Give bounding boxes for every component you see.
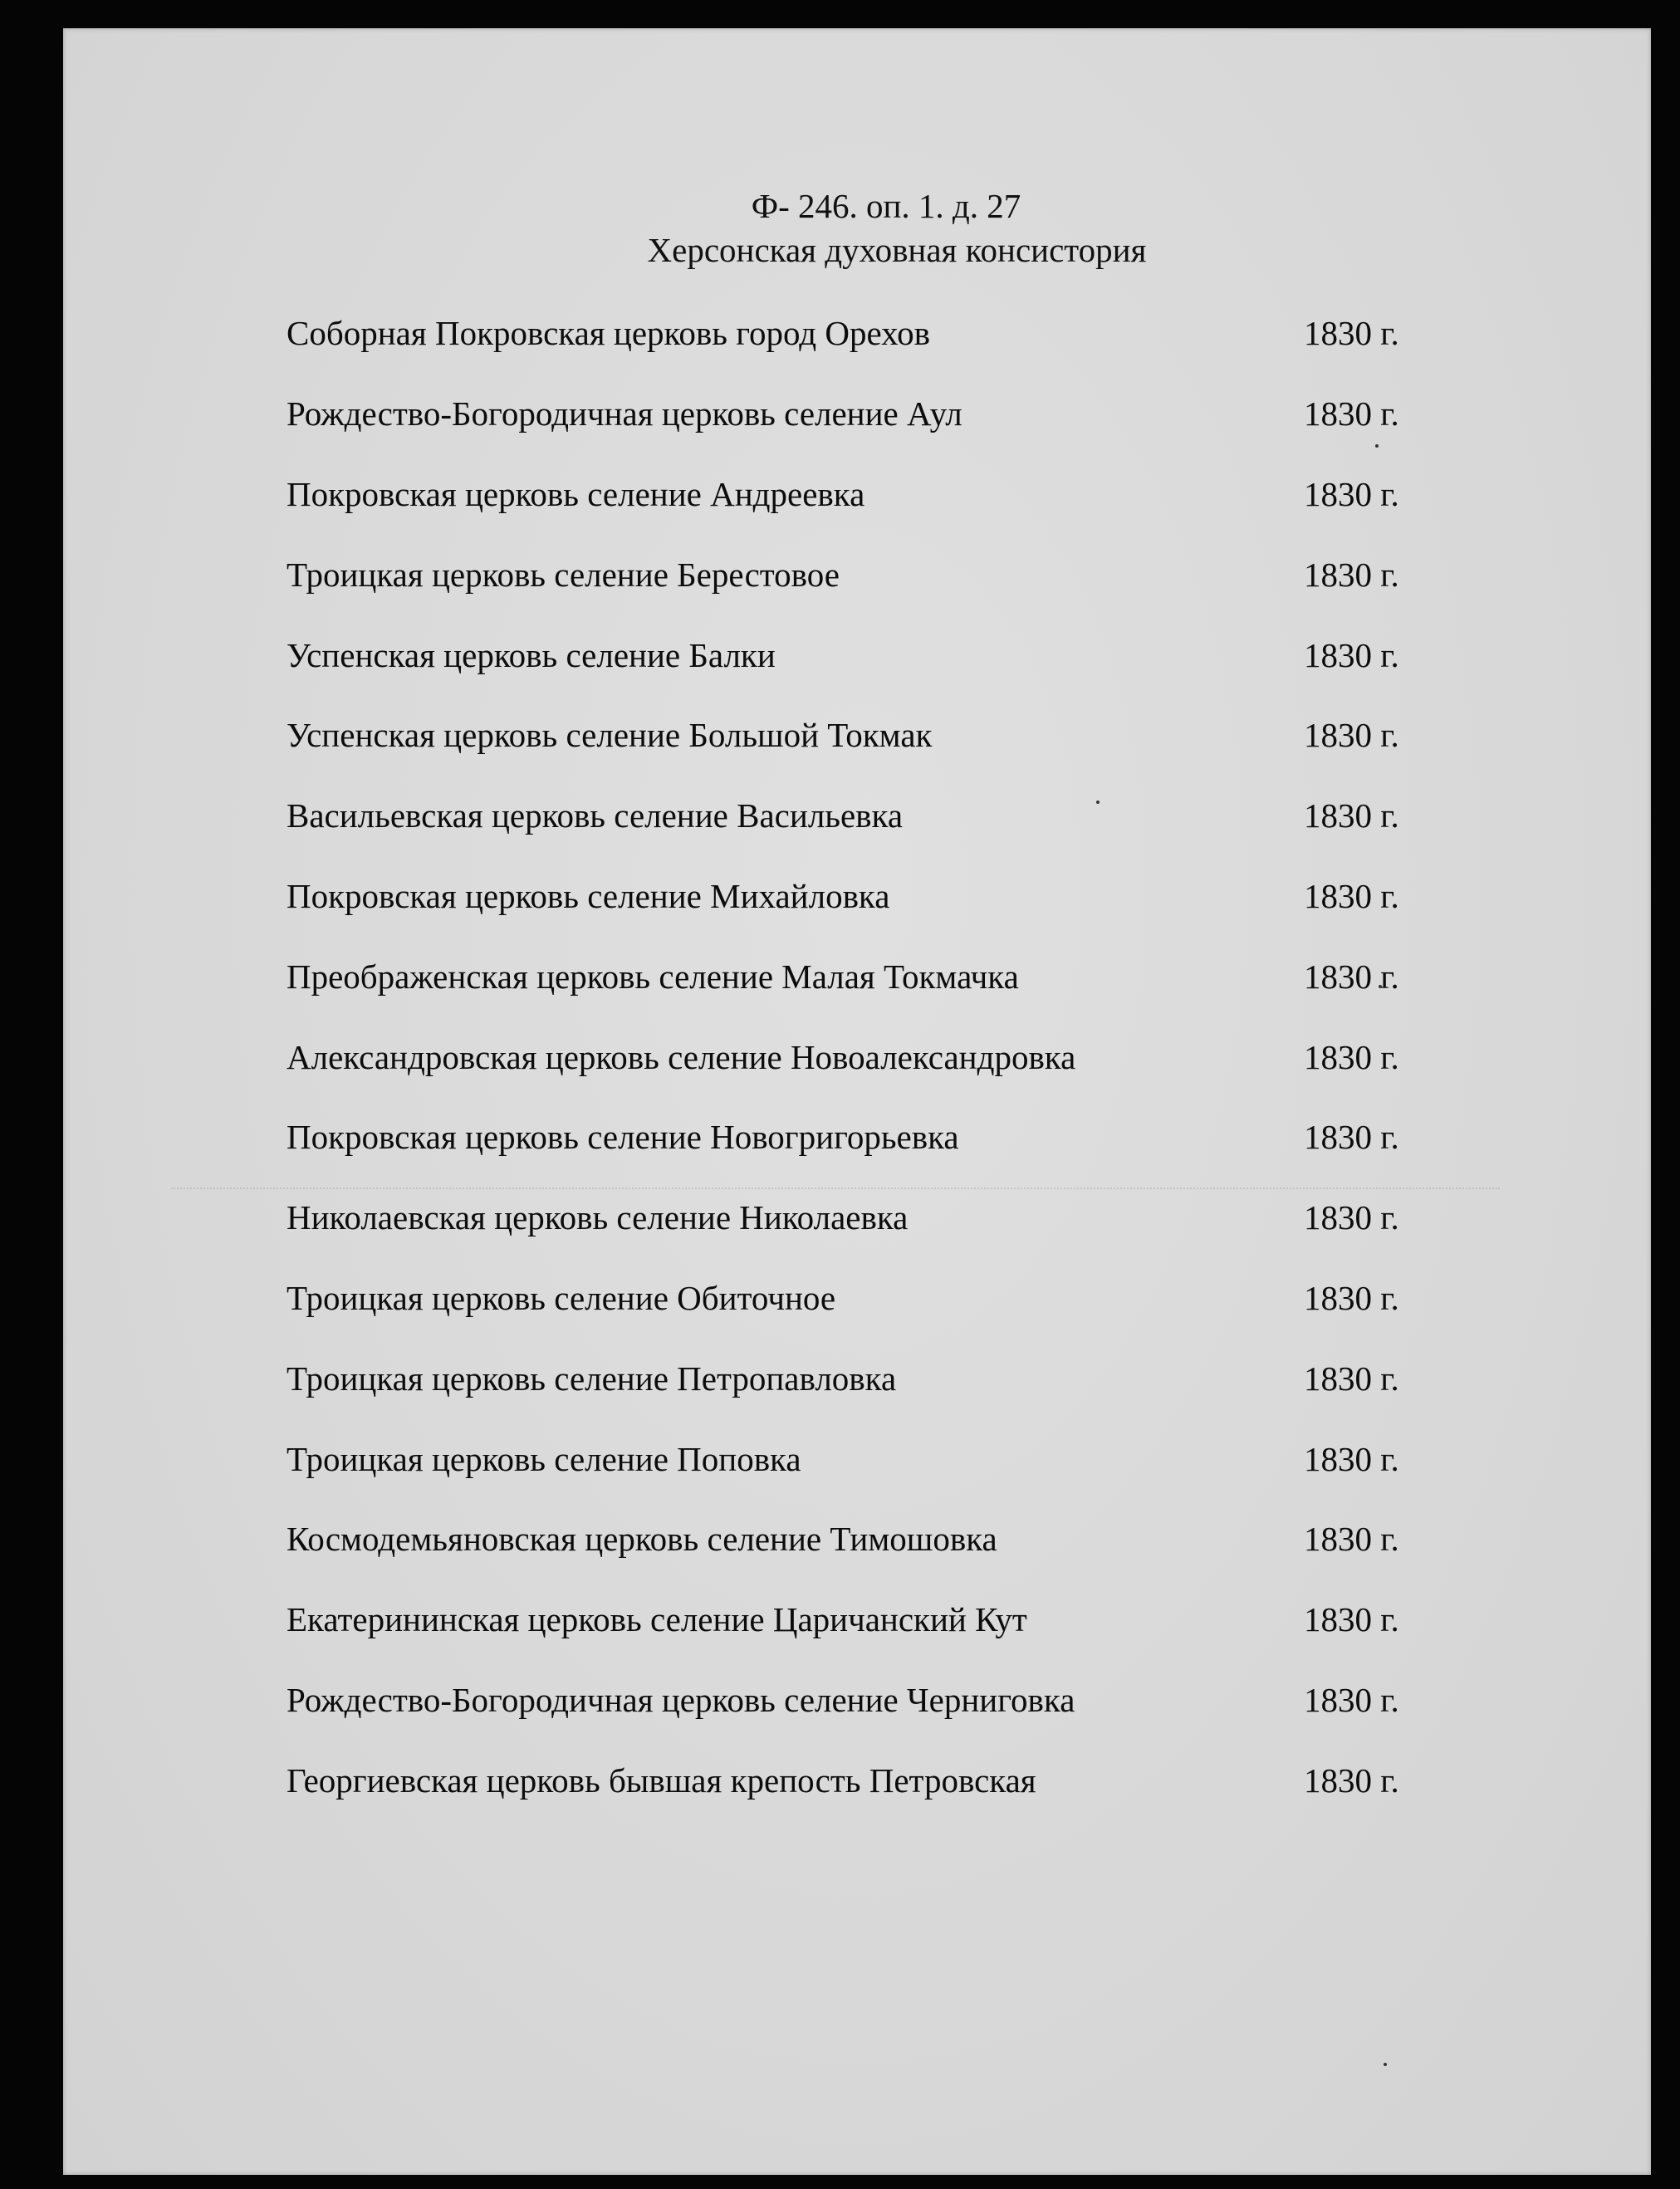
- list-item: [287, 1740, 1424, 1820]
- scan-speck: [1384, 2063, 1387, 2066]
- entry-year: 1830 г.: [1304, 1359, 1399, 1398]
- church-list: [287, 293, 1424, 1820]
- entry-year: 1830 г.: [1304, 555, 1399, 594]
- church-name: Покровская церковь селение Новогригорьевка: [287, 1118, 959, 1157]
- entry-year: 1830 г.: [1304, 1439, 1399, 1478]
- entry-year: 1830 г.: [1304, 474, 1399, 513]
- church-name: Преображенская церковь селение Малая Токмачка: [287, 957, 1019, 996]
- list-item: [287, 534, 1424, 615]
- list-item: [287, 374, 1424, 454]
- entry-year: 1830 г.: [1304, 1680, 1399, 1719]
- list-item: [287, 1499, 1424, 1579]
- church-name: Покровская церковь селение Андреевка: [287, 474, 865, 513]
- entry-year: 1830 г.: [1304, 1600, 1399, 1639]
- church-name: Николаевская церковь селение Николаевка: [287, 1198, 909, 1237]
- entry-year: 1830 г.: [1304, 1118, 1399, 1157]
- church-name: Рождество-Богородичная церковь селение Черниговка: [287, 1680, 1075, 1719]
- organization-title: Херсонская духовная консистория: [647, 231, 1147, 269]
- list-item: [287, 695, 1424, 776]
- church-name: Покровская церковь селение Михайловка: [287, 876, 890, 915]
- church-name: Космодемьяновская церковь селение Тимошовка: [287, 1520, 997, 1559]
- church-name: Васильевская церковь селение Васильевка: [287, 796, 904, 835]
- list-item: [287, 856, 1424, 937]
- list-item: [287, 1016, 1424, 1097]
- entry-year: 1830 г.: [1304, 1198, 1399, 1237]
- list-item: [287, 1579, 1424, 1660]
- entry-year: 1830 г.: [1304, 394, 1399, 433]
- church-name: Екатерининская церковь селение Царичанский Кут: [287, 1600, 1027, 1639]
- entry-year: 1830 г.: [1304, 1037, 1399, 1076]
- church-name: Троицкая церковь селение Обиточное: [287, 1278, 836, 1317]
- entry-year: 1830 г.: [1304, 957, 1399, 996]
- entry-year: 1830 г.: [1304, 1520, 1399, 1559]
- list-item: [287, 1418, 1424, 1499]
- list-item: [287, 1258, 1424, 1339]
- list-item: [287, 454, 1424, 535]
- archive-reference: Ф- 246. оп. 1. д. 27: [751, 187, 1021, 225]
- list-item: [287, 936, 1424, 1016]
- list-item: [287, 1338, 1424, 1418]
- entry-year: 1830 г.: [1304, 1278, 1399, 1317]
- document-header: [0, 184, 1618, 272]
- church-name: Рождество-Богородичная церковь селение Аул: [287, 394, 962, 433]
- list-item: [287, 776, 1424, 856]
- entry-year: 1830 г.: [1304, 796, 1399, 835]
- church-name: Троицкая церковь селение Берестовое: [287, 555, 840, 594]
- church-name: Георгиевская церковь бывшая крепость Петровская: [287, 1761, 1036, 1800]
- entry-year: 1830 г.: [1304, 635, 1399, 674]
- list-item: [287, 1097, 1424, 1178]
- church-name: Соборная Покровская церковь город Орехов: [287, 314, 930, 353]
- list-item: [287, 615, 1424, 695]
- church-name: Успенская церковь селение Большой Токмак: [287, 716, 933, 755]
- church-name: Успенская церковь селение Балки: [287, 635, 776, 674]
- church-name: Троицкая церковь селение Поповка: [287, 1439, 801, 1478]
- list-item: [287, 1660, 1424, 1741]
- entry-year: 1830 г.: [1304, 314, 1399, 353]
- entry-year: 1830 г.: [1304, 876, 1399, 915]
- entry-year: 1830 г.: [1304, 716, 1399, 755]
- list-item: [287, 1178, 1424, 1258]
- list-item: [287, 293, 1424, 374]
- church-name: Александровская церковь селение Новоалександровка: [287, 1037, 1076, 1076]
- church-name: Троицкая церковь селение Петропавловка: [287, 1359, 897, 1398]
- entry-year: 1830 г.: [1304, 1761, 1399, 1800]
